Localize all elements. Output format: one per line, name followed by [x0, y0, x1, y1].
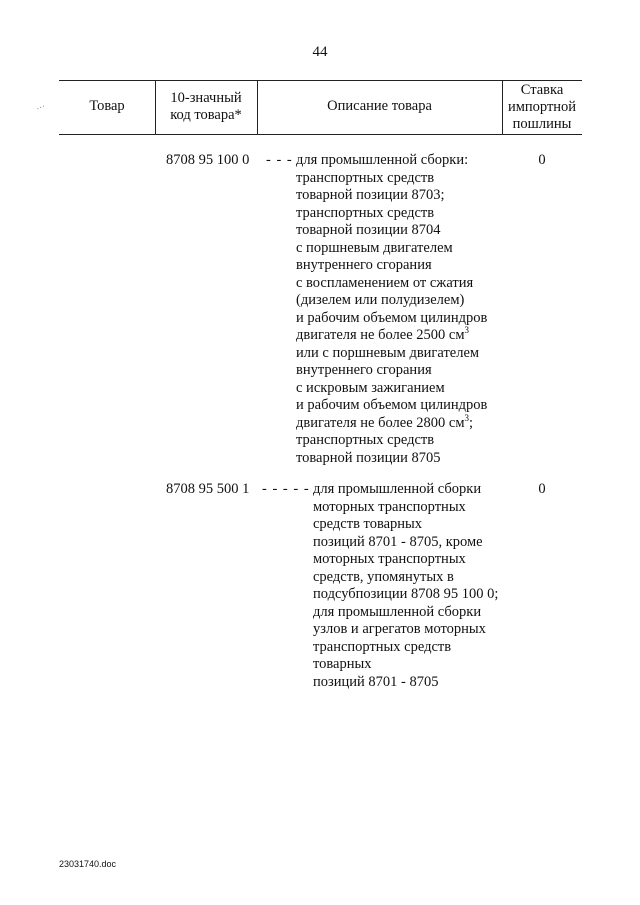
header-rate-line: Ставка — [520, 82, 564, 98]
footer-filename: 23031740.doc — [59, 859, 117, 869]
margin-mark: … — [33, 98, 46, 112]
description-line — [296, 327, 487, 345]
header-code-line: код товара* — [170, 107, 242, 123]
description-suffix: ; — [469, 414, 474, 431]
header-code-line: 10-значный — [170, 90, 242, 106]
header-bottom-rule — [59, 134, 582, 135]
description-line: товарной позиции 8705 — [296, 449, 441, 466]
header-rate-line: пошлины — [512, 116, 572, 132]
row-rate: 0 — [538, 152, 546, 168]
description-line: с воспламенением от сжатия — [296, 274, 474, 291]
description-line: узлов и агрегатов моторных — [313, 621, 486, 637]
row-rate: 0 — [538, 481, 546, 497]
row-description — [296, 152, 487, 467]
header-tovar: Товар — [89, 98, 125, 114]
table-top-rule — [59, 80, 582, 81]
description-line: для промышленной сборки — [313, 603, 482, 620]
description-line: для промышленной сборки — [313, 481, 482, 497]
description-line: средств, упомянутых в — [313, 568, 454, 585]
description-line: позиций 8701 - 8705 — [313, 673, 439, 690]
description-line: внутреннего сгорания — [296, 257, 432, 273]
header-description: Описание товара — [327, 98, 432, 114]
description-text: двигателя не более 2500 см — [296, 327, 465, 343]
description-line: моторных транспортных — [313, 551, 466, 567]
description-text: двигателя не более 2800 см — [296, 414, 465, 431]
description-line: для промышленной сборки: — [296, 152, 469, 168]
description-line: подсубпозиции 8708 95 100 0; — [313, 586, 499, 602]
description-line: моторных транспортных — [313, 498, 466, 515]
superscript: 3 — [464, 325, 470, 335]
description-line: или с поршневым двигателем — [296, 344, 480, 361]
description-line: с искровым зажиганием — [296, 379, 445, 396]
row-code: 8708 95 100 0 — [166, 152, 250, 168]
description-line: товарных — [313, 656, 372, 672]
page-number: 44 — [312, 44, 328, 60]
description-line: и рабочим объемом цилиндров — [296, 309, 488, 326]
row-description — [313, 481, 498, 691]
description-line: товарной позиции 8703; — [296, 187, 445, 203]
description-line: средств товарных — [313, 516, 423, 532]
description-line: транспортных средств — [313, 638, 452, 655]
header-code — [155, 90, 257, 124]
description-line: транспортных средств — [296, 169, 435, 186]
description-line: транспортных средств — [296, 432, 435, 448]
superscript: 3 — [464, 412, 470, 423]
row-code: 8708 95 500 1 — [166, 481, 250, 497]
description-line: и рабочим объемом цилиндров — [296, 397, 488, 413]
description-line: с поршневым двигателем — [296, 239, 453, 256]
description-line: товарной позиции 8704 — [296, 222, 441, 238]
description-line: внутреннего сгорания — [296, 362, 432, 378]
description-line: (дизелем или полудизелем) — [296, 292, 465, 308]
header-rate-line: импортной — [507, 99, 577, 115]
description-line: транспортных средств — [296, 204, 435, 221]
row-dashes: - - - — [266, 152, 293, 168]
header-rate — [502, 82, 582, 133]
description-line — [296, 412, 487, 433]
description-line: позиций 8701 - 8705, кроме — [313, 533, 483, 550]
row-dashes: - - - - - — [262, 481, 310, 497]
